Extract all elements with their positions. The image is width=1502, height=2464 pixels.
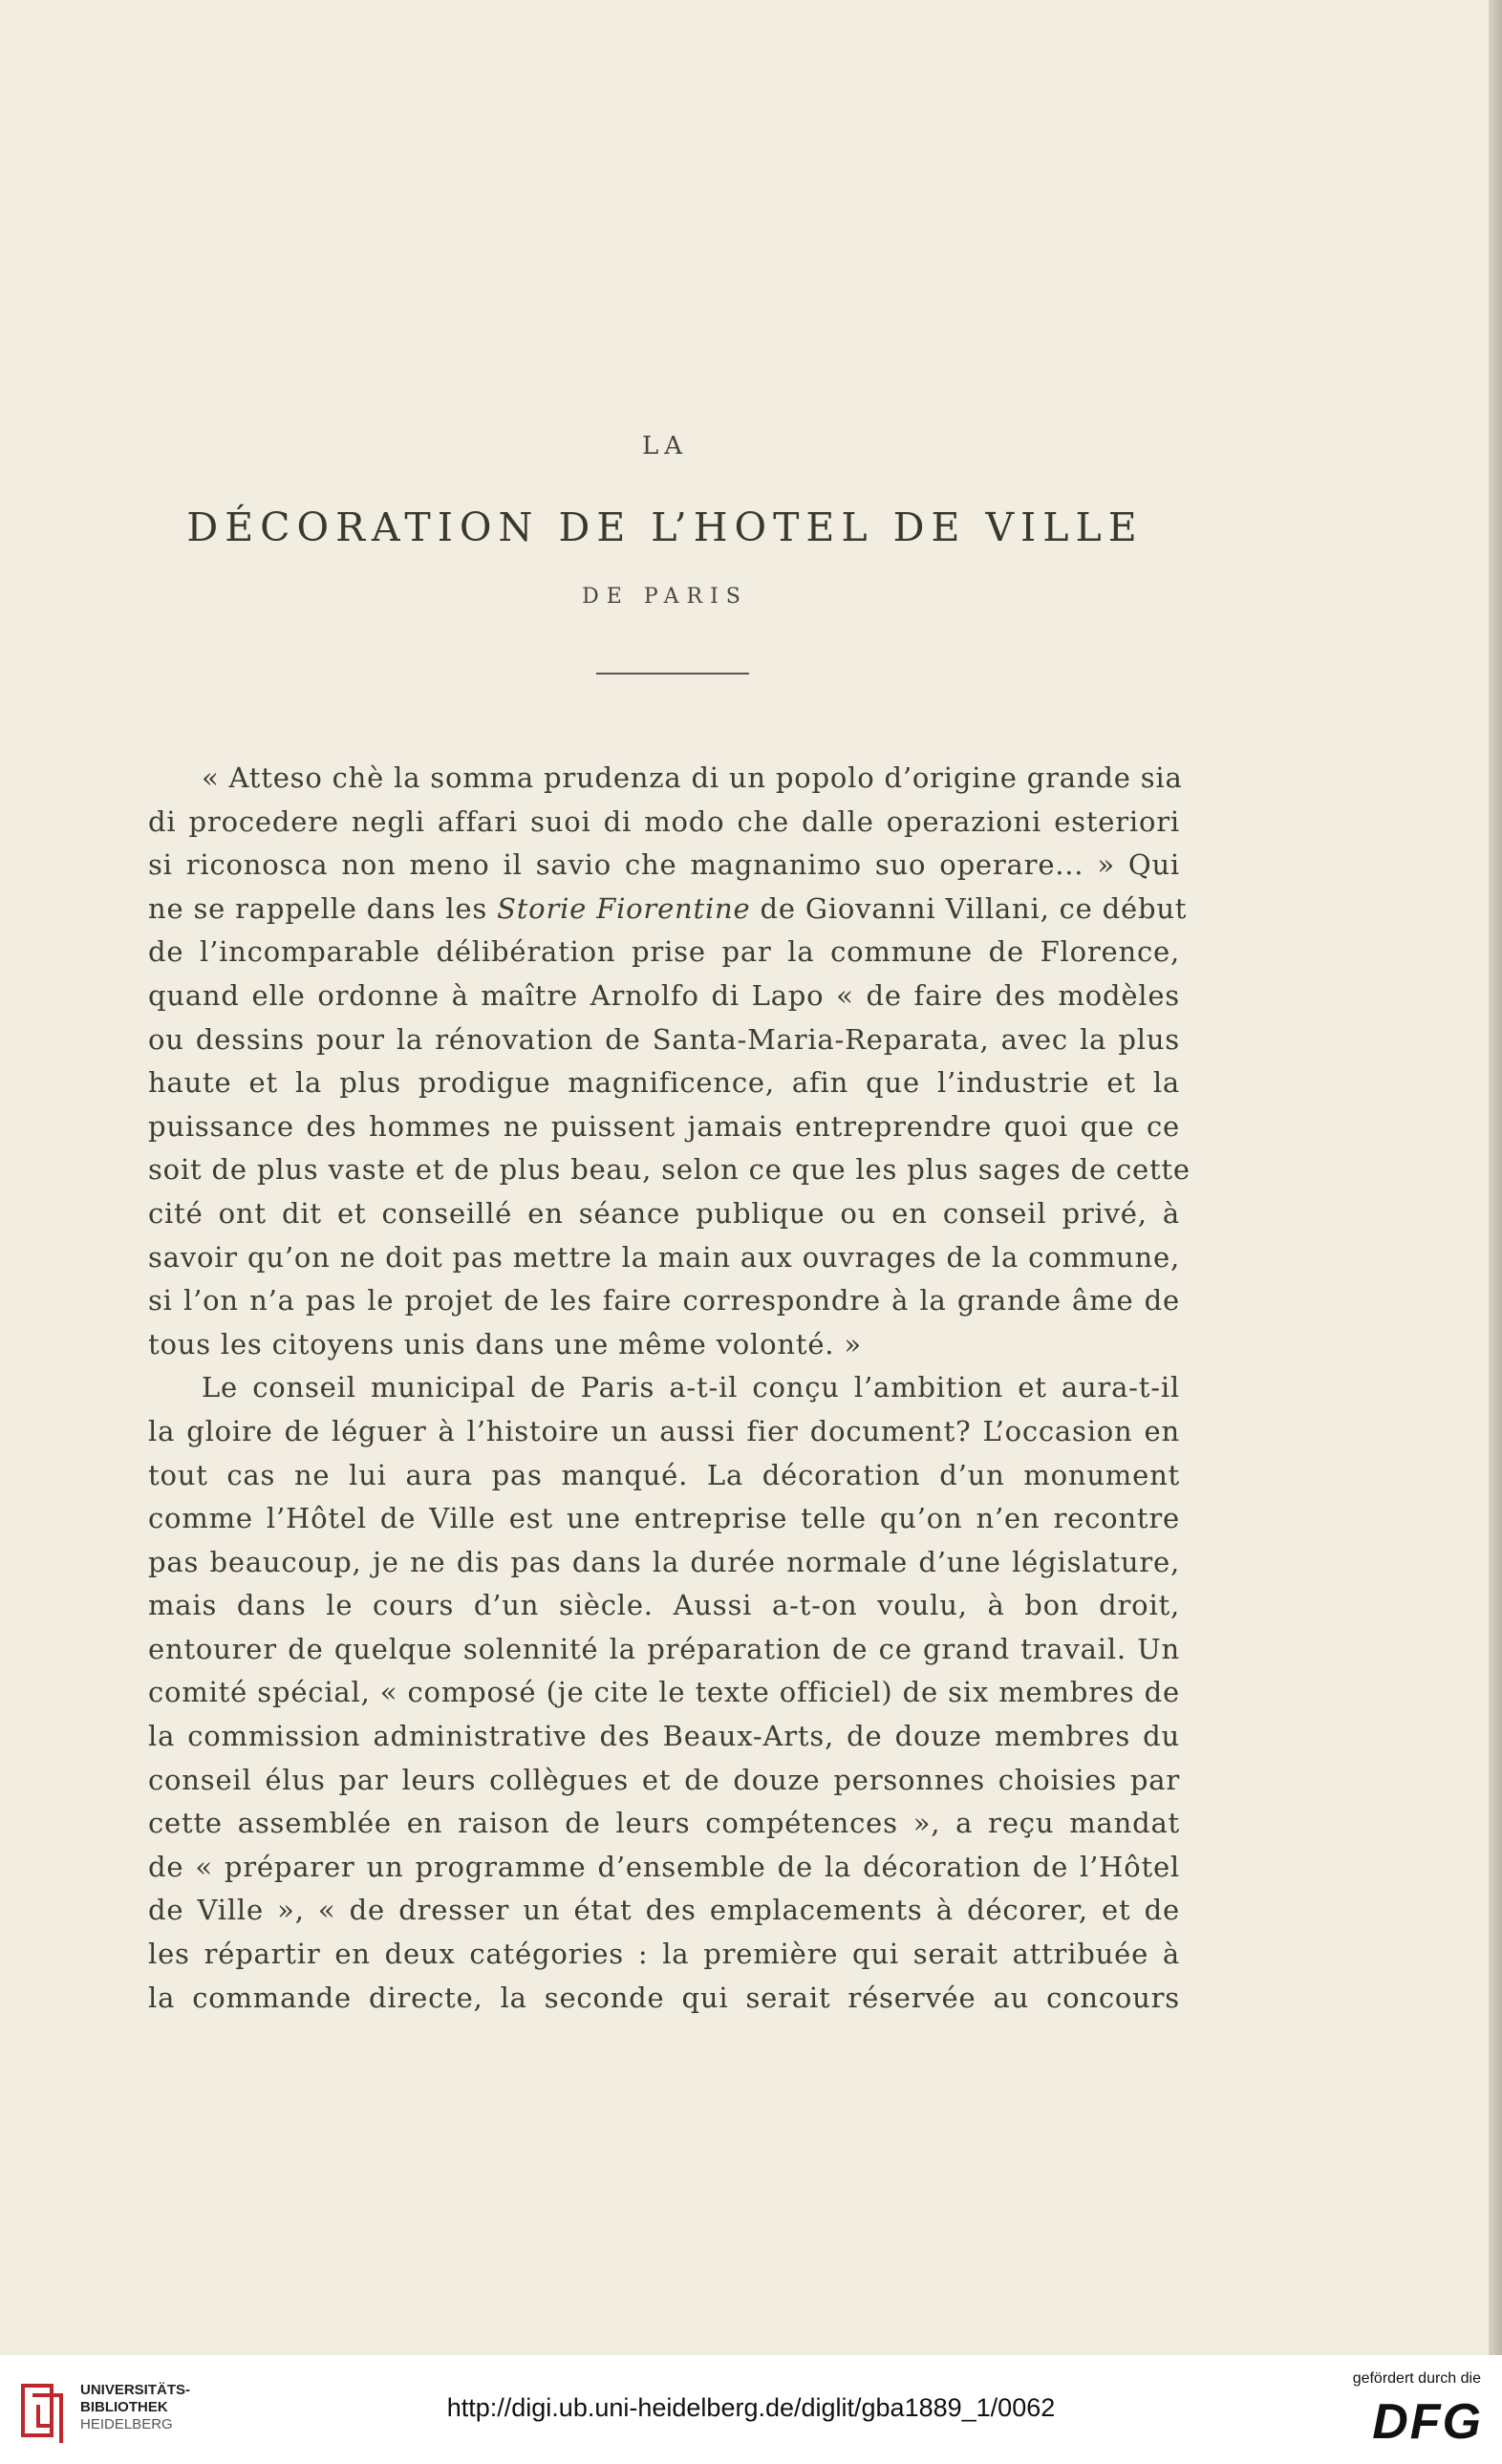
library-name-line: UNIVERSITÄTS- [80,2382,191,2398]
text-line: Le conseil municipal de Paris a-t-il conçu l’ambition et aura-t-il [202,1371,1180,1404]
text-line: di procedere negli affari suoi di modo che dalle operazioni esteriori [148,804,1180,838]
text-line: cette assemblée en raison de leurs compétences », a reçu mandat [148,1807,1180,1840]
article-kicker: LA [641,432,689,461]
text-line: haute et la plus prodigue magnificence, afin que l’industrie et la [148,1066,1180,1100]
text-run: ne se rappelle dans les [148,891,498,925]
text-line: de Ville », « de dresser un état des emplacements à décorer, et de [148,1894,1180,1927]
dfg-logo: DFG [1372,2394,1483,2450]
paragraph-2 [148,1366,1180,2020]
text-line: si riconosca non meno il savio che magnanimo suo operare... » Qui [148,848,1180,882]
funding-note: gefördert durch die [1352,2370,1481,2387]
digitization-footer [0,2355,1502,2464]
article-title: DÉCORATION DE L’HOTEL DE VILLE [186,504,1144,550]
text-line: comme l’Hôtel de Ville est une entreprise telle qu’on n’en recontre [148,1502,1180,1535]
text-line: les répartir en deux catégories : la première qui serait attribuée à [148,1938,1180,1971]
article-subtitle: DE PARIS [582,585,748,609]
page-edge [1489,0,1502,2355]
text-line: tous les citoyens unis dans une même volonté. » [148,1327,862,1361]
text-line: tout cas ne lui aura pas manqué. La décoration d’un monument [148,1458,1180,1491]
text-line: de « préparer un programme d’ensemble de la décoration de l’Hôtel [148,1850,1180,1883]
text-line: comité spécial, « composé (je cite le texte officiel) de six membres de [148,1676,1180,1709]
text-line: cité ont dit et conseillé en séance publique ou en conseil privé, à [148,1196,1180,1230]
text-line: la commission administrative des Beaux-Arts, de douze membres du [148,1720,1180,1753]
text-line: savoir qu’on ne doit pas mettre la main aux ouvrages de la commune, [148,1240,1180,1274]
text-line: puissance des hommes ne puissent jamais entreprendre quoi que ce [148,1109,1180,1143]
text-line: de l’incomparable délibération prise par la commune de Florence, [148,935,1180,969]
source-url-link[interactable]: http://digi.ub.uni-heidelberg.de/diglit/gba1889_1/0062 [446,2393,1056,2422]
text-line: mais dans le cours d’un siècle. Aussi a-t-on voulu, à bon droit, [148,1589,1180,1622]
text-run: de Giovanni Villani, ce début [750,891,1188,925]
text-line: soit de plus vaste et de plus beau, selon ce que les plus sages de cette [148,1153,1191,1187]
text-line: pas beaucoup, je ne dis pas dans la durée normale d’une législature, [148,1545,1180,1578]
library-name-line: BIBLIOTHEK [80,2399,168,2415]
library-name-line: HEIDELBERG [80,2416,173,2432]
text-line: la commande directe, la seconde qui serait réservée au concours [148,1981,1180,2014]
italic-title: Storie Fiorentine [497,891,751,925]
title-divider [596,673,749,675]
text-line: quand elle ordonne à maître Arnolfo di Lapo « de faire des modèles [148,978,1180,1012]
text-line: « Atteso chè la somma prudenza di un popolo d’origine grande sia [202,761,1183,794]
text-line: entourer de quelque solennité la préparation de ce grand travail. Un [148,1632,1180,1665]
text-line: la gloire de léguer à l’histoire un aussi fier document? L’occasion en [148,1414,1180,1447]
text-line: ou dessins pour la rénovation de Santa-Maria-Reparata, avec la plus [148,1022,1180,1056]
paragraph-1 [148,757,1191,1366]
text-line-with-italic [148,888,1188,932]
text-line: conseil élus par leurs collègues et de douze personnes choisies par [148,1763,1180,1796]
text-line: si l’on n’a pas le projet de les faire correspondre à la grande âme de [148,1284,1180,1318]
article-body [148,757,1191,2020]
